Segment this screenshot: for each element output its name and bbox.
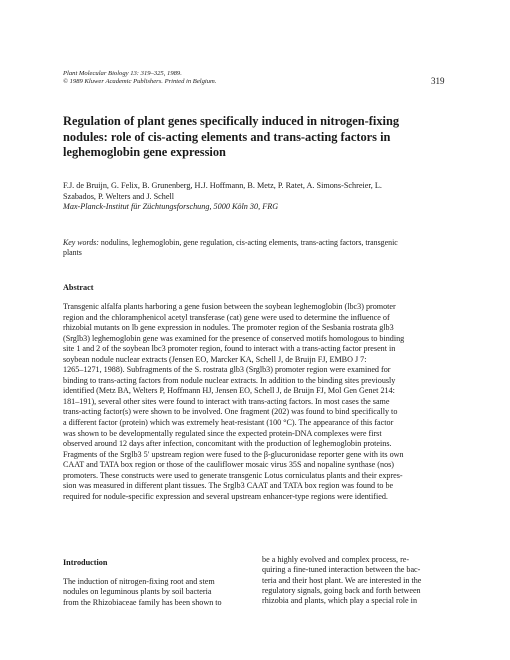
abstract-line: Fragments of the Srglb3 5′ upstream region were fused to the β-glucuronidase reporter gene with its own [63, 449, 404, 459]
abstract-line: required for nodule-specific expression and several upstream enhancer-type regions were identified. [63, 491, 388, 501]
abstract-line: Transgenic alfalfa plants harboring a gene fusion between the soybean leghemoglobin (lbc3) promoter [63, 302, 396, 311]
keywords-block [63, 238, 453, 258]
author-line: F.J. de Bruijn, G. Felix, B. Grunenberg, H.J. Hoffmann, B. Metz, P. Ratet, A. Simons-Schreier, L. [63, 181, 382, 190]
abstract-line: 1265–1271, 1988). Subfragments of the S. rostrata glb3 (Srglb3) promoter region were examined for [63, 365, 391, 375]
abstract-heading: Abstract [63, 283, 94, 292]
introduction-column-left [63, 577, 253, 608]
affiliation: Max-Planck-Institut für Züchtungsforschung, 5000 Köln 30, FRG [63, 202, 279, 212]
abstract-line: 181–191), several other sites were found to interact with trans-acting factors. In most cases the same [63, 396, 390, 406]
abstract-line: promoters. These constructs were used to generate transgenic Lotus corniculatus plants and their expres- [63, 470, 403, 480]
abstract-line: a different factor (protein) which was extremely heat-resistant (100 °C). The appearance of this factor [63, 418, 394, 428]
abstract-line: identified (Metz BA, Welters P, Hoffmann HJ, Jensen EO, Schell J, de Bruijn FJ, Mol Gen Genet 214: [63, 386, 395, 396]
abstract-body [63, 302, 455, 502]
abstract-line: binding to trans-acting factors from nodule nuclear extracts. In addition to the binding sites previously [63, 375, 396, 385]
introduction-column-right [262, 555, 458, 606]
introduction-line: teria and their host plant. We are interested in the [262, 575, 422, 585]
abstract-line: sion was measured in different plant tissues. The Srglb3 CAAT and TATA box region was found to be [63, 481, 394, 491]
abstract-line: (Srglb3) leghemoglobin gene was examined for the presence of conserved motifs homologous to binding [63, 333, 405, 343]
introduction-line: from the Rhizobiaceae family has been shown to [63, 597, 222, 607]
abstract-line: soybean nodule nuclear extracts (Jensen EO, Marcker KA, Schell J, de Bruijn FJ, EMBO J 7: [63, 354, 367, 364]
introduction-line: be a highly evolved and complex process, re- [262, 555, 410, 564]
author-line: Szabados, P. Welters and J. Schell [63, 191, 175, 201]
introduction-line: quiring a fine-tuned interaction between the bac- [262, 565, 421, 575]
title-line: nodules: role of cis-acting elements and trans-acting factors in [63, 129, 391, 144]
author-block [63, 181, 453, 213]
introduction-line: nodules on leguminous plants by soil bacteria [63, 587, 212, 597]
abstract-line: rhizobial mutants on lb gene expression in nodules. The promoter region of the Sesbania rostrata glb3 [63, 323, 394, 333]
introduction-line: The induction of nitrogen-fixing root and stem [63, 577, 215, 586]
title-line: Regulation of plant genes specifically induced in nitrogen-fixing [63, 114, 400, 128]
paper-title [63, 114, 443, 161]
abstract-line: site 1 and 2 of the soybean lbc3 promoter region, found to interact with a trans-acting factor present in [63, 344, 396, 354]
copyright-notice: © 1989 Kluwer Academic Publishers. Printed in Belgium. [63, 78, 217, 85]
title-line: leghemoglobin gene expression [63, 145, 226, 159]
abstract-line: CAAT and TATA box region or those of the cauliflower mosaic virus 35S and nopaline synthase (nos) [63, 460, 395, 470]
keywords-line: nodulins, leghemoglobin, gene regulation, cis-acting elements, trans-acting factors, transgenic [100, 238, 398, 247]
introduction-line: rhizobia and plants, which play a special role in [262, 596, 418, 606]
keywords-line: plants [63, 248, 82, 257]
introduction-heading: Introduction [63, 558, 108, 567]
abstract-line: observed around 12 days after infection, concomitant with the production of leghemoglobin proteins. [63, 439, 392, 449]
abstract-line: was shown to be developmentally regulated since the expected protein-DNA complexes were first [63, 428, 382, 438]
keywords-label: Key words: [63, 238, 99, 247]
abstract-line: trans-acting factor(s) were shown to be involved. One fragment (202) was found to bind specifically to [63, 407, 398, 417]
page-number: 319 [431, 76, 445, 86]
introduction-line: regulatory signals, going back and forth between [262, 585, 421, 595]
journal-citation: Plant Molecular Biology 13: 319–325, 1989. [63, 70, 182, 77]
journal-header [63, 70, 443, 86]
abstract-line: region and the chloramphenicol acetyl transferase (cat) gene were used to determine the influence of [63, 312, 390, 322]
